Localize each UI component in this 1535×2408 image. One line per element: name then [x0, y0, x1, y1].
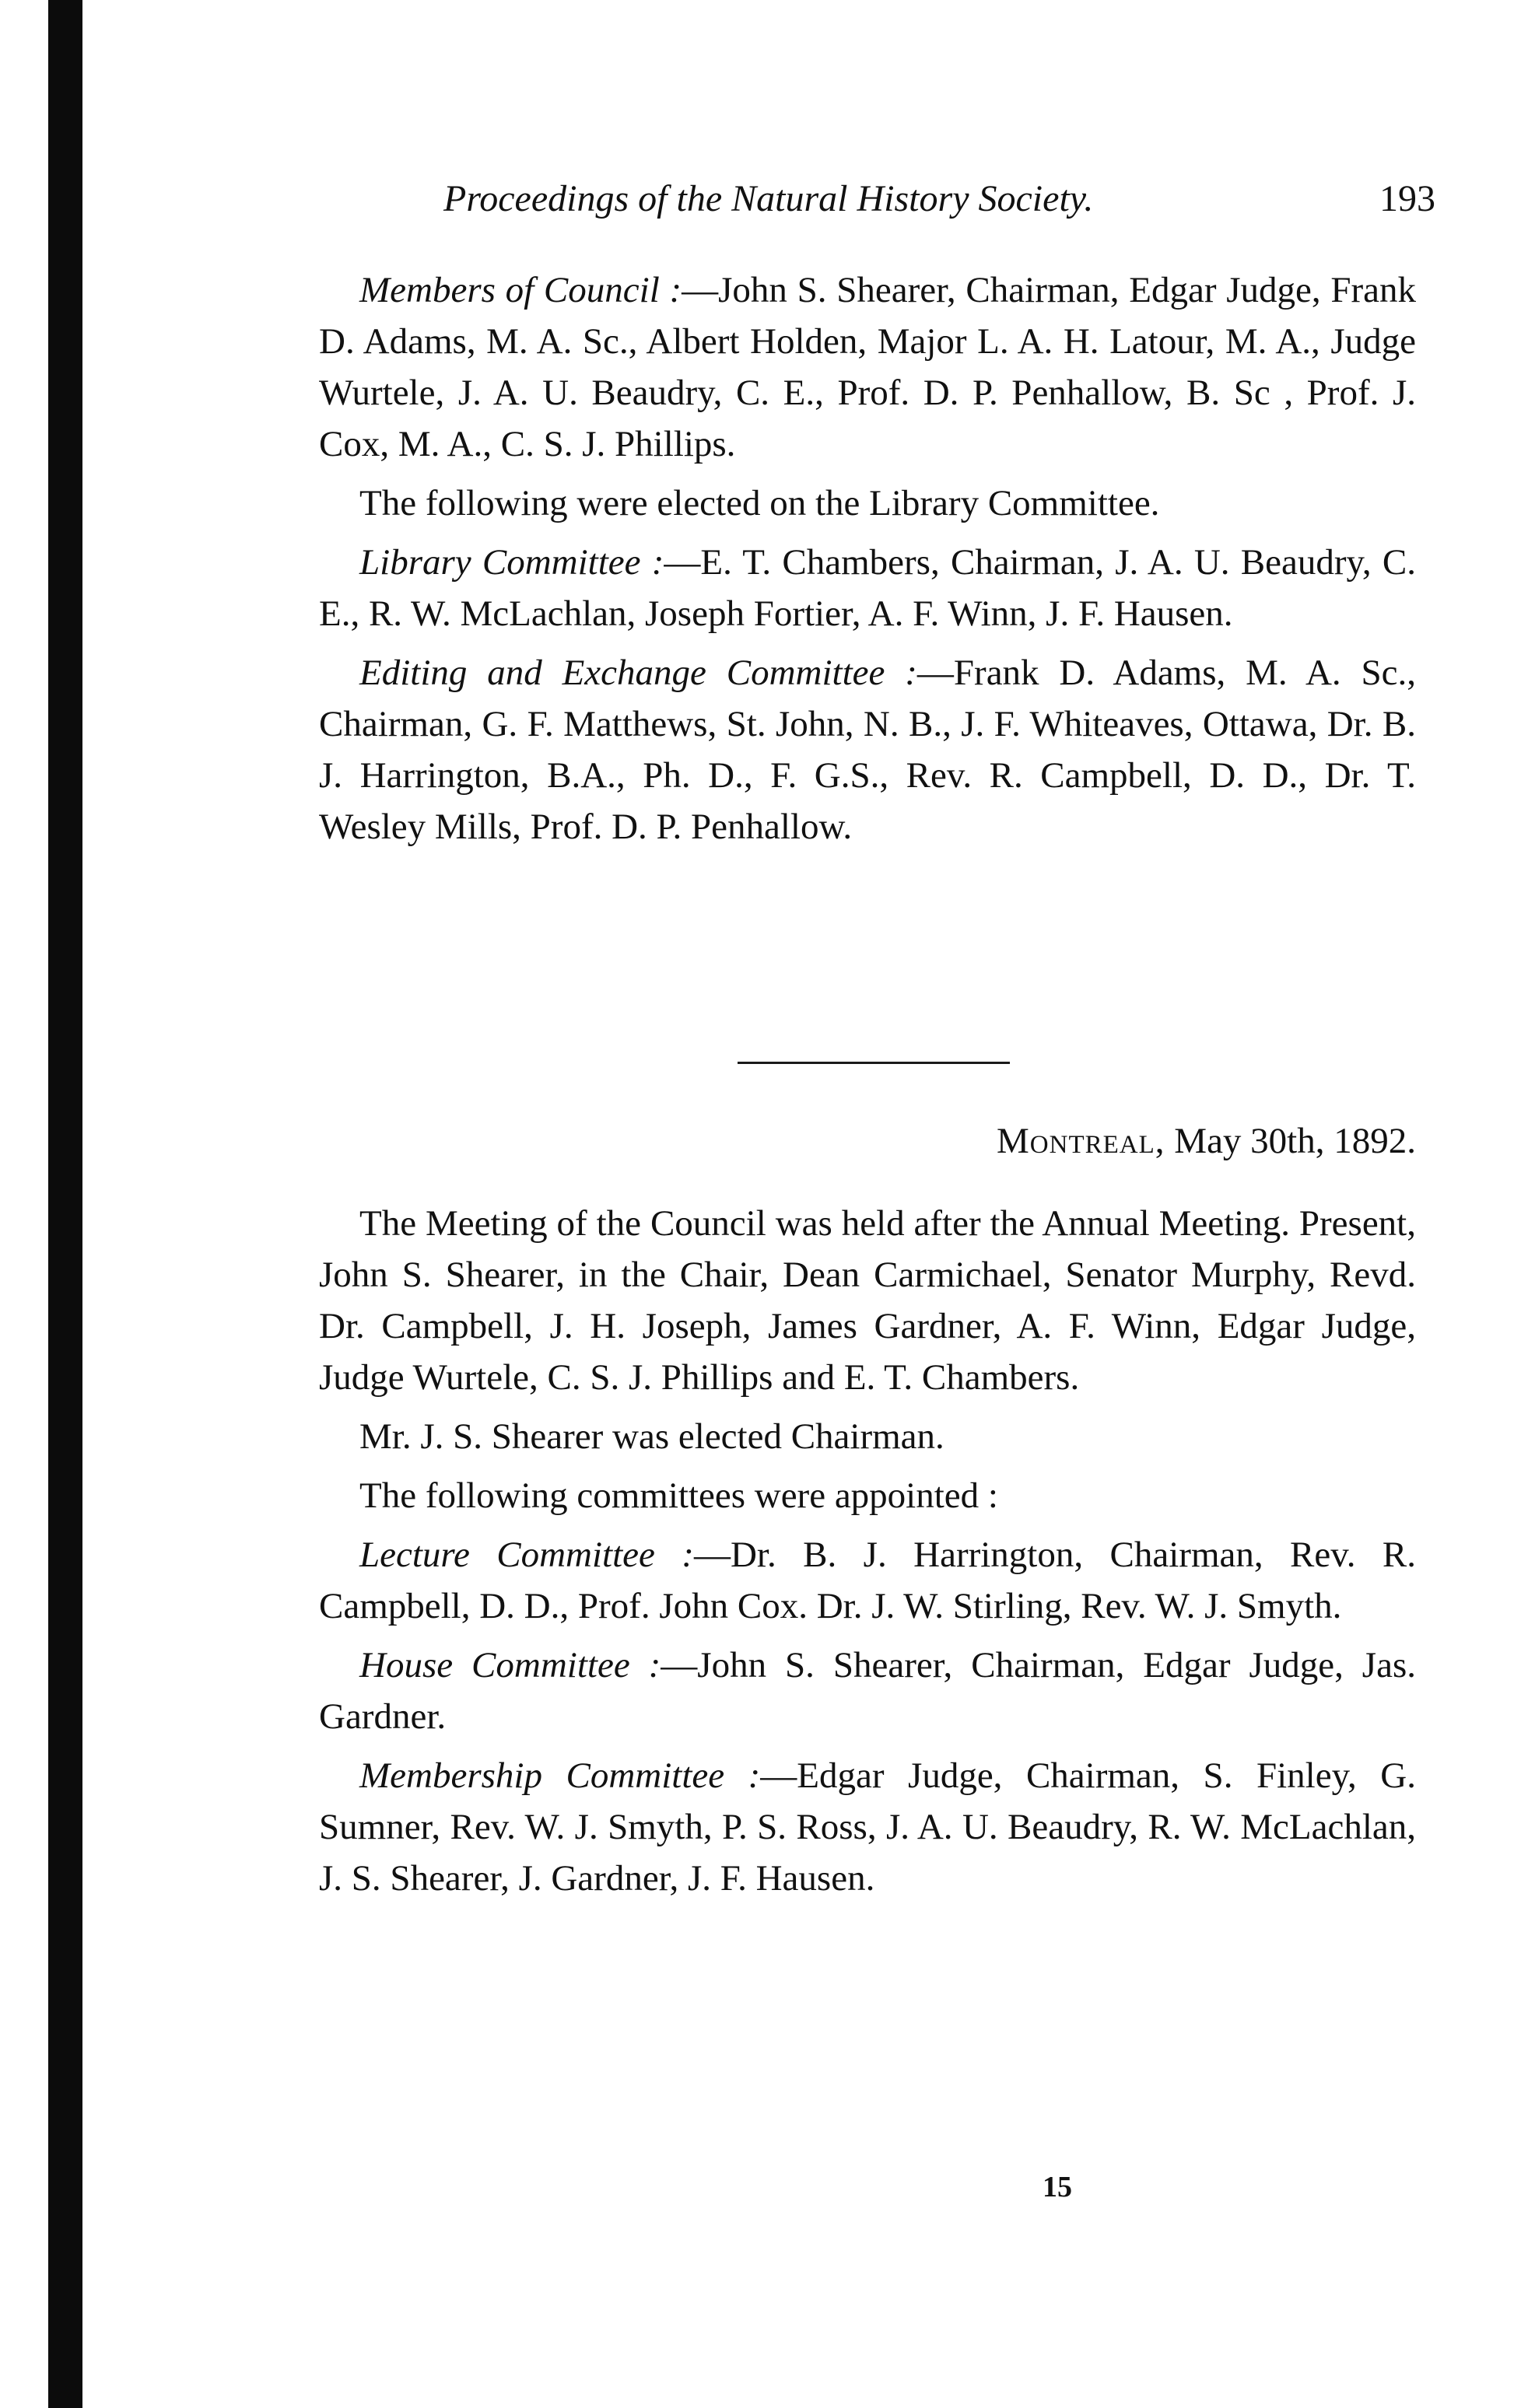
running-title: Proceedings of the Natural History Society. — [443, 178, 1094, 219]
meeting-paragraph: The Meeting of the Council was held after the Annual Meeting. Present, John S. Shearer, in the Chair, Dean Carmichael, Senator Murphy, Revd. Dr. Campbell, J. H. Joseph, James Gardner, A. F. Winn, Edgar Judge, Judge Wurtele, C. S. J. Phillips and E. T. Chambers. — [319, 1203, 1416, 1398]
library-paragraph — [319, 537, 1416, 639]
library-intro-paragraph: The following were elected on the Library Committee. — [359, 483, 1160, 523]
running-header — [436, 177, 1435, 232]
council-text: —John S. Shearer, Chairman, Edgar Judge, Frank D. Adams, M. A. Sc., Albert Holden, Major L. A. H. Latour, M. A., Judge Wurtele, J. A. U. Beaudry, C. E., Prof. D. P. Penhallow, B. Sc , Prof. J. Cox, M. A., C. S. J. Phillips. — [319, 270, 1416, 464]
committees-intro-paragraph: The following committees were appointed : — [359, 1475, 998, 1516]
library-text: —E. T. Chambers, Chairman, J. A. U. Beaudry, C. E., R. W. McLachlan, Joseph Fortier, A. F. Winn, J. F. Hausen. — [319, 542, 1417, 634]
lecture-text: —Dr. B. J. Harrington, Chairman, Rev. R. Campbell, D. D., Prof. John Cox. Dr. J. W. Stirling, Rev. W. J. Smyth. — [319, 1535, 1416, 1626]
meeting-section — [319, 1198, 1416, 1912]
house-paragraph — [319, 1640, 1416, 1742]
council-paragraph — [319, 264, 1416, 470]
signature-mark: 15 — [1043, 2171, 1072, 2203]
dateline-city: Montreal, — [997, 1121, 1165, 1161]
lecture-label: Lecture Committee : — [359, 1535, 694, 1575]
page-number: 193 — [1379, 178, 1435, 219]
dateline-date: May 30th, 1892. — [1174, 1121, 1416, 1161]
scan-binding-edge — [48, 0, 82, 2408]
house-text: —John S. Shearer, Chairman, Edgar Judge, Jas. Gardner. — [319, 1645, 1417, 1737]
membership-paragraph — [319, 1750, 1416, 1904]
council-section — [319, 264, 1416, 860]
house-label: House Committee : — [359, 1645, 661, 1685]
chairman-paragraph: Mr. J. S. Shearer was elected Chairman. — [359, 1416, 944, 1457]
dateline — [997, 1120, 1416, 1162]
membership-text: —Edgar Judge, Chairman, S. Finley, G. Sumner, Rev. W. J. Smyth, P. S. Ross, J. A. U. Beaudry, R. W. McLachlan, J. S. Shearer, J. Gardner, J. F. Hausen. — [319, 1755, 1416, 1899]
library-label: Library Committee : — [359, 542, 664, 583]
editing-label: Editing and Exchange Committee : — [359, 653, 917, 693]
editing-paragraph — [319, 647, 1416, 852]
council-label: Members of Council : — [359, 270, 682, 310]
section-divider — [738, 1062, 1010, 1064]
lecture-paragraph — [319, 1529, 1416, 1632]
editing-text: —Frank D. Adams, M. A. Sc., Chairman, G. F. Matthews, St. John, N. B., J. F. Whiteaves, Ottawa, Dr. B. J. Harrington, B.A., Ph. D., F. G.S., Rev. R. Campbell, D. D., Dr. T. Wesley Mills, Prof. D. P. Penhallow. — [319, 653, 1416, 847]
membership-label: Membership Committee : — [359, 1755, 761, 1796]
